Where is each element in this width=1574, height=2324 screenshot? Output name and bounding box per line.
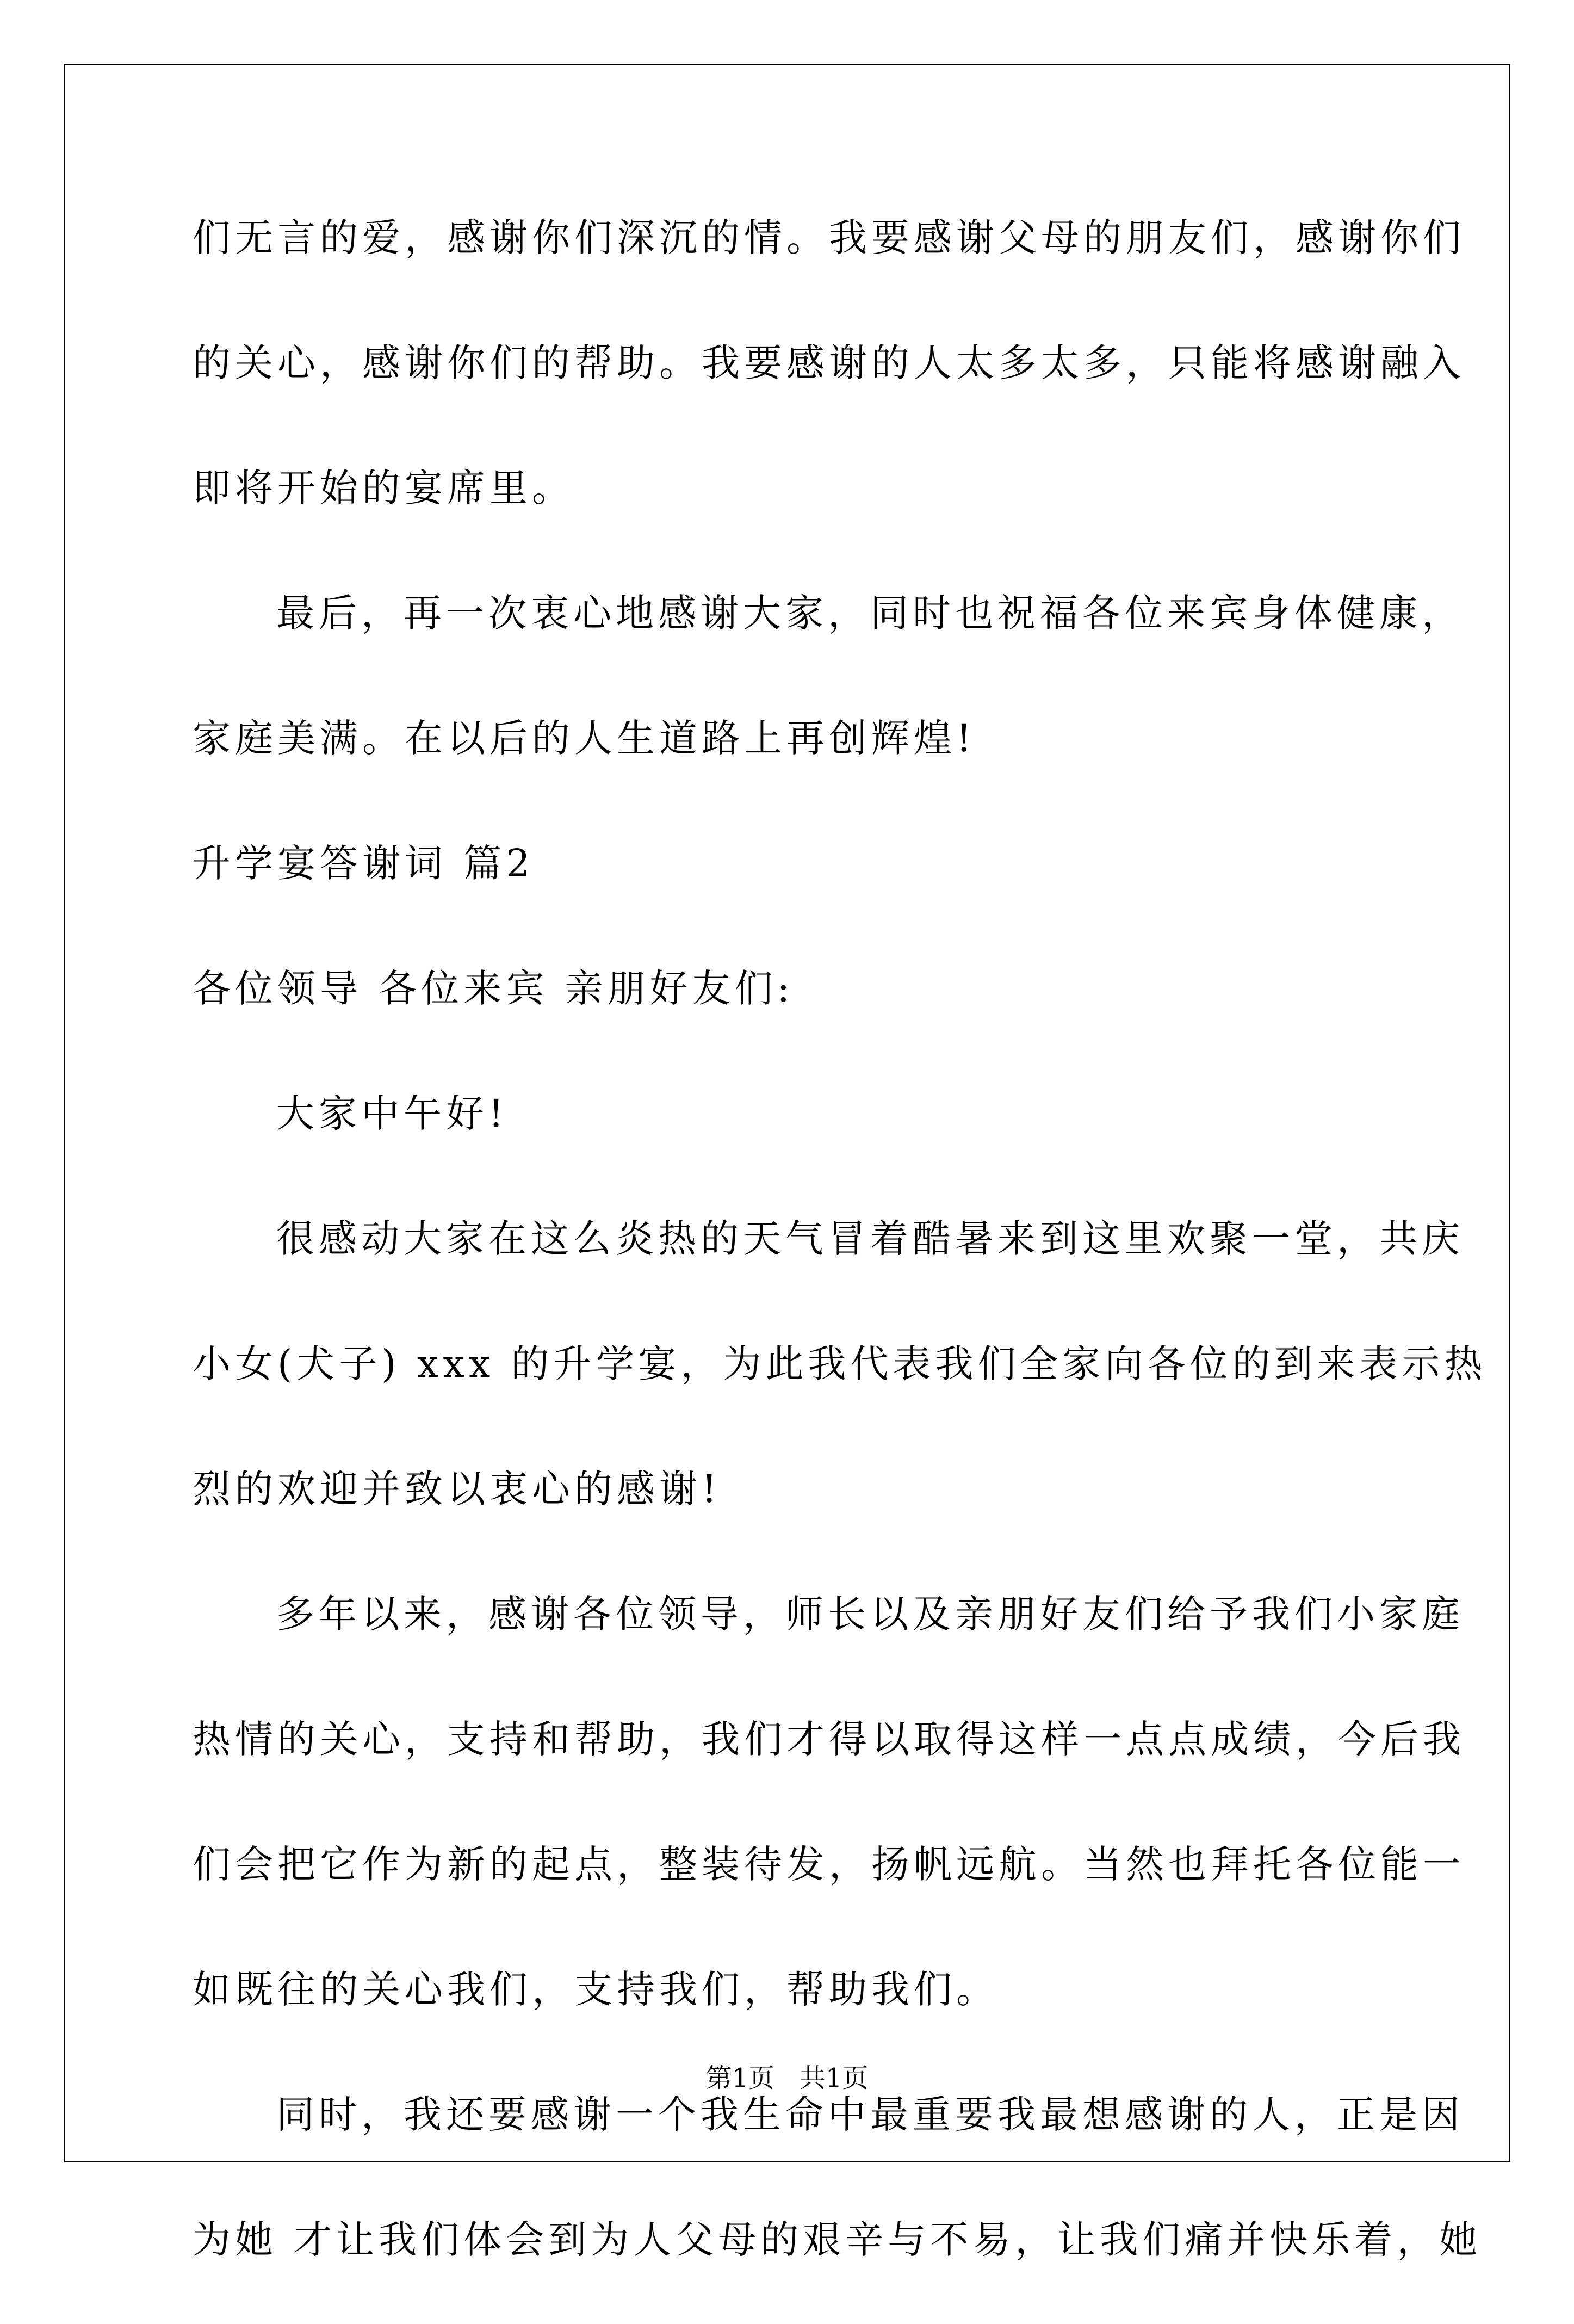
paragraph-start-line: 多年以来，感谢各位领导，师长以及亲朋好友们给予我们小家庭 [276,1592,1464,1636]
paragraph-start-line: 同时，我还要感谢一个我生命中最重要我最想感谢的人，正是因 [276,2092,1464,2137]
text-line: 如既往的关心我们，支持我们，帮助我们。 [193,1967,999,2012]
paragraph-start-line: 最后，再一次衷心地感谢大家，同时也祝福各位来宾身体健康， [276,591,1464,635]
page-number-footer: 第1页 共1页 [705,2063,869,2093]
salutation-line: 各位领导 各位来宾 亲朋好友们: [193,966,795,1011]
section-heading: 升学宴答谢词 篇2 [193,841,535,886]
text-line: 们会把它作为新的起点，整装待发，扬帆远航。当然也拜托各位能一 [193,1842,1465,1887]
text-line: 烈的欢迎并致以衷心的感谢! [193,1467,722,1511]
text-line: 的关心，感谢你们的帮助。我要感谢的人太多太多，只能将感谢融入 [193,341,1465,385]
text-line: 即将开始的宴席里。 [193,466,574,510]
text-line: 小女(犬子) xxx 的升学宴，为此我代表我们全家向各位的到来表示热 [193,1342,1487,1386]
document-body [193,197,1487,2324]
text-line: 为她 才让我们体会到为人父母的艰辛与不易，让我们痛并快乐着，她 [193,2217,1482,2262]
paragraph-start-line: 很感动大家在这么炎热的天气冒着酷暑来到这里欢聚一堂，共庆 [276,1216,1464,1261]
text-line: 热情的关心，支持和帮助，我们才得以取得这样一点点成绩，今后我 [193,1717,1465,1761]
greeting-line: 大家中午好! [276,1091,509,1136]
text-line: 们无言的爱，感谢你们深沉的情。我要感谢父母的朋友们，感谢你们 [193,215,1465,260]
text-line: 家庭美满。在以后的人生道路上再创辉煌! [193,716,976,761]
